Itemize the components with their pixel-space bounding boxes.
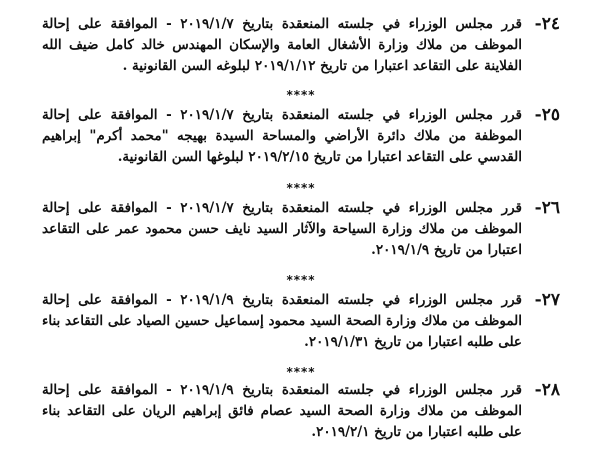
decision-number: ٢٧- bbox=[534, 290, 560, 310]
separator: **** bbox=[286, 88, 316, 102]
separator: **** bbox=[286, 273, 316, 287]
separator: **** bbox=[286, 365, 316, 379]
decision-text: قرر مجلس الوزراء في جلسته المنعقدة بتاريخ ٢٠١٩/١/٩ - الموافقة على إحالة الموظف من ملاك وزارة الصحة السيد محمود إسماعيل حسين الصياد على التقاعد بناء على طلبه اعتبارا من تاريخ ٢٠١٩/١/٣١. bbox=[42, 292, 523, 350]
decision-number: ٢٥- bbox=[534, 105, 560, 125]
separator: **** bbox=[286, 181, 316, 195]
decision-number: ٢٤- bbox=[534, 14, 560, 34]
decision-text: قرر مجلس الوزراء في جلسته المنعقدة بتاريخ ٢٠١٩/١/٧ - الموافقة على إحالة الموظف من ملاك وزارة السياحة والآثار السيد نايف حسن محمود عمر على التقاعد اعتبارا من تاريخ ٢٠١٩/١/٩. bbox=[42, 200, 523, 258]
decision-text: قرر مجلس الوزراء في جلسته المنعقدة بتاريخ ٢٠١٩/١/٧ - الموافقة على إحالة الموظفة من ملاك دائرة الأراضي والمساحة السيدة بهيجه "محمد أكرم" إبراهيم القدسي على التقاعد اعتبارا من تاريخ ٢٠١٩/٢/١٥ لبلوغها السن القانونية. bbox=[42, 107, 523, 165]
decision-number: ٢٨- bbox=[534, 380, 560, 400]
decision-text: قرر مجلس الوزراء في جلسته المنعقدة بتاريخ ٢٠١٩/١/٧ - الموافقة على إحالة الموظف من ملاك وزارة الأشغال العامة والإسكان المهندس خالد كامل ضيف الله الفلاينة على التقاعد اعتبارا من تاريخ ٢٠١٩/١/١٢ لبلوغه السن القانونية . bbox=[42, 16, 523, 74]
decision-number: ٢٦- bbox=[534, 198, 560, 218]
decision-text: قرر مجلس الوزراء في جلسته المنعقدة بتاريخ ٢٠١٩/١/٩ - الموافقة على إحالة الموظف من ملاك وزارة الصحة السيد عصام فائق إبراهيم الريان على التقاعد بناء على طلبه اعتبارا من تاريخ ٢٠١٩/٢/١. bbox=[42, 382, 523, 440]
